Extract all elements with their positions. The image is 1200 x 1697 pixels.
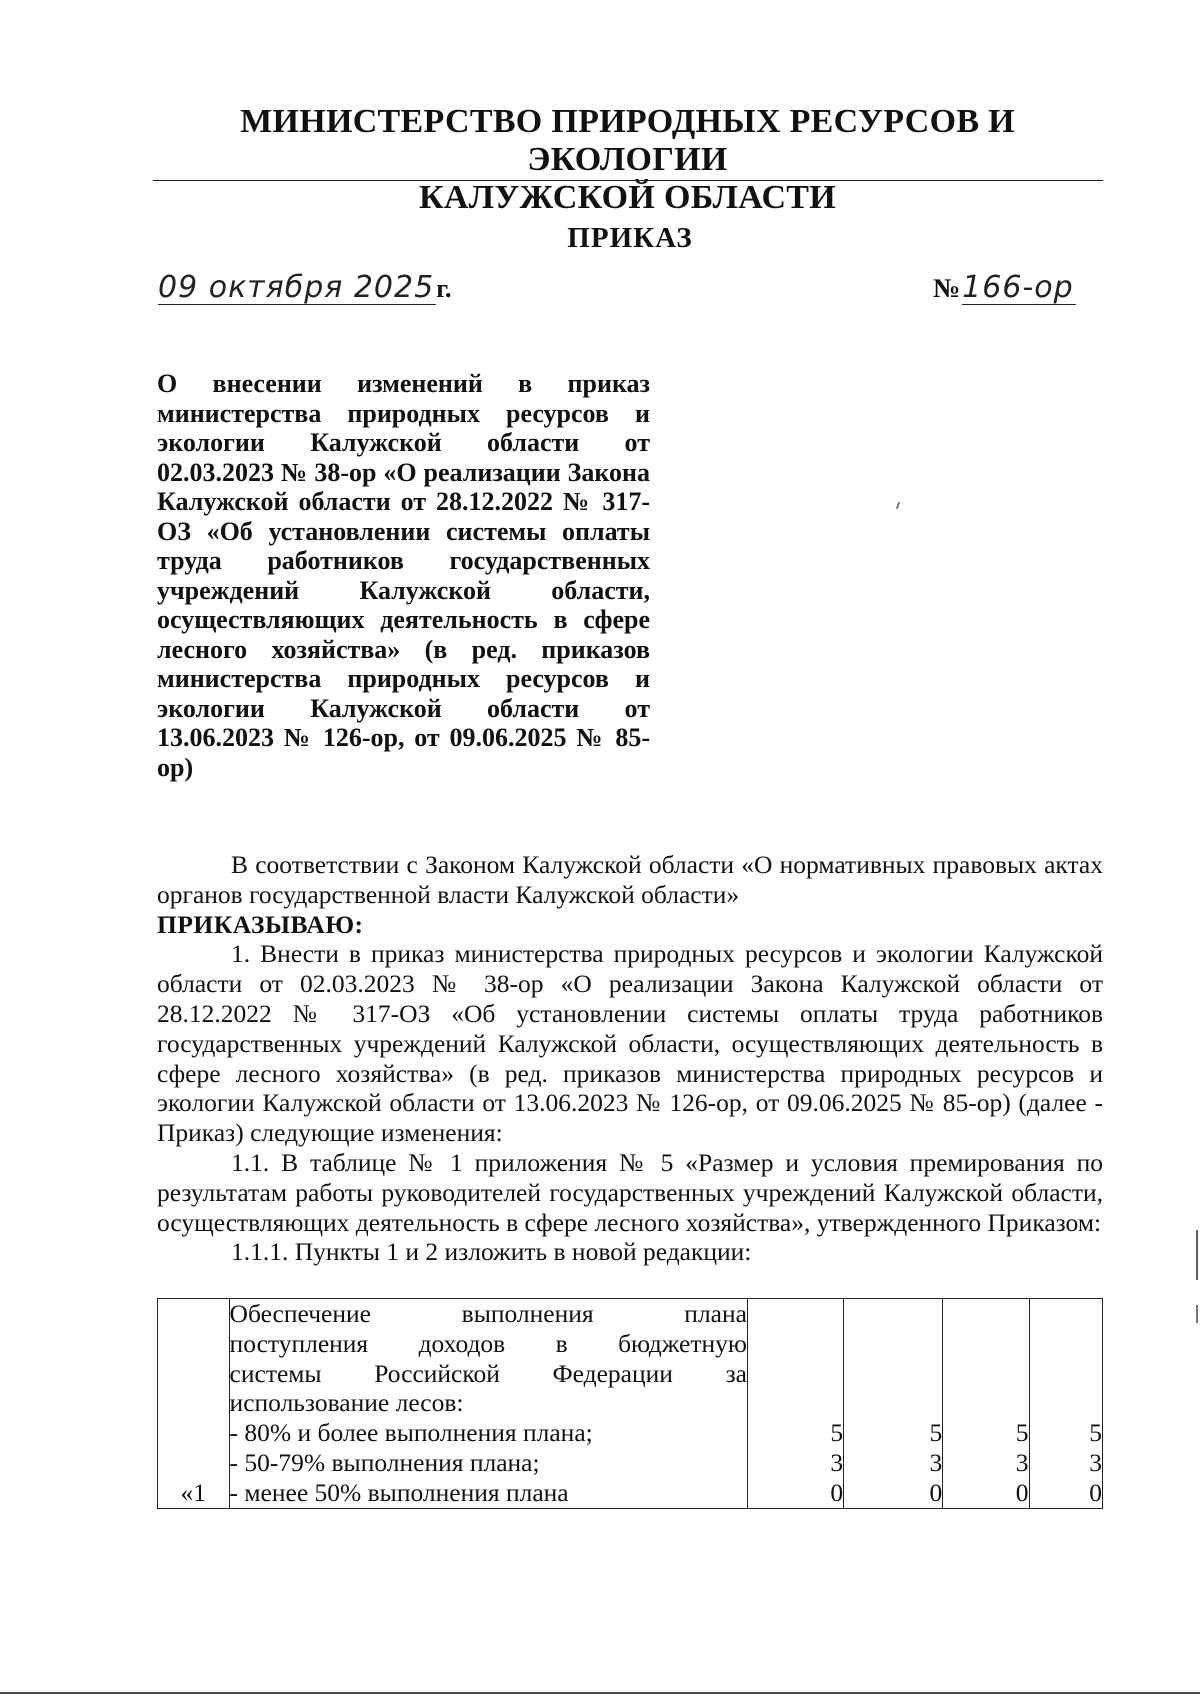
row-number-cell: «1: [158, 1299, 230, 1509]
criterion-option: - менее 50% выполнения плана: [229, 1477, 569, 1507]
score-value: 0: [929, 1477, 943, 1507]
preamble-paragraph: В соответствии с Законом Калужской области «О нормативных правовых актах органов государственной власти Калужской области»: [157, 850, 1103, 909]
criterion-title-line: системы Российской Федерации за: [229, 1358, 747, 1388]
order-number: [933, 272, 1076, 305]
header-divider: [153, 180, 1103, 181]
score-column-1: [747, 1299, 843, 1509]
score-column-2: [844, 1299, 943, 1509]
score-value: 3: [929, 1447, 943, 1477]
order-directive-word: ПРИКАЗЫВАЮ:: [157, 909, 364, 939]
score-column-3: [943, 1299, 1029, 1509]
order-body: [157, 850, 1103, 1267]
handwritten-date: 09 октября 2025: [158, 270, 435, 305]
scan-bottom-edge: [0, 1692, 1200, 1694]
order-subject: О внесении изменений в приказ министерства природных ресурсов и экологии Калужской области от 02.03.2023 № 38-ор «О реализации Закона Калужской области от 28.12.2022 № 317-ОЗ «Об установлении системы оплаты труда работников государственных учреждений Калужской области, осуществляющих деятельность в сфере лесного хозяйства» (в ред. приказов министерства природных ресурсов и экологии Калужской области от 13.06.2023 № 126-ор, от 09.06.2025 № 85-ор): [157, 369, 650, 782]
item-1-paragraph: 1. Внести в приказ министерства природных ресурсов и экологии Калужской области от 02.03.2023 № 38-ор «О реализации Закона Калужской области от 28.12.2022 № 317-ОЗ «Об установлении системы оплаты труда работников государственных учреждений Калужской области, осуществляющих деятельность в сфере лесного хозяйства» (в ред. приказов министерства природных ресурсов и экологии Калужской области от 13.06.2023 № 126-ор, от 09.06.2025 № 85-ор) (далее - Приказ) следующие изменения:: [157, 939, 1103, 1148]
handwritten-number: 166-ор: [962, 270, 1074, 305]
score-value: 3: [1015, 1447, 1029, 1477]
criterion-title-line: Обеспечение выполнения плана: [229, 1299, 747, 1328]
table-row: [158, 1299, 1103, 1509]
number-sign: №: [933, 273, 961, 303]
score-value: 3: [1089, 1447, 1102, 1477]
item-1-1-paragraph: 1.1. В таблице № 1 приложения № 5 «Размер и условия премирования по результатам работы руководителей государственных учреждений Калужской области, осуществляющих деятельность в сфере лесного хозяйства», утвержденного Приказом:: [157, 1147, 1103, 1237]
score-value: 5: [830, 1418, 844, 1448]
criterion-option: - 80% и более выполнения плана;: [229, 1418, 593, 1448]
order-date: [158, 272, 452, 305]
scan-speck: [896, 502, 900, 509]
criterion-option: - 50-79% выполнения плана;: [229, 1447, 540, 1477]
score-value: 5: [1089, 1418, 1102, 1448]
score-column-4: [1029, 1299, 1102, 1509]
score-value: 0: [830, 1477, 844, 1507]
score-value: 5: [1015, 1418, 1029, 1448]
premium-criteria-table: [157, 1298, 1103, 1509]
score-value: 0: [1089, 1477, 1102, 1507]
ministry-heading: [150, 103, 1105, 217]
criterion-cell: [229, 1299, 747, 1509]
score-value: 5: [929, 1418, 943, 1448]
score-value: 3: [830, 1447, 844, 1477]
document-type-title: ПРИКАЗ: [567, 222, 693, 254]
item-1-1-1-paragraph: 1.1.1. Пункты 1 и 2 изложить в новой редакции:: [231, 1237, 752, 1267]
ministry-heading-line2: КАЛУЖСКОЙ ОБЛАСТИ: [418, 179, 837, 216]
criterion-title-line: использование лесов:: [229, 1388, 464, 1418]
date-suffix: г.: [436, 274, 452, 303]
score-value: 0: [1015, 1477, 1029, 1507]
criterion-title-line: поступления доходов в бюджетную: [229, 1328, 747, 1358]
ministry-heading-line1: МИНИСТЕРСТВО ПРИРОДНЫХ РЕСУРСОВ И ЭКОЛОГИИ: [240, 103, 1015, 178]
scan-edge-mark: [1196, 1230, 1198, 1280]
scan-edge-mark: [1196, 1305, 1198, 1323]
